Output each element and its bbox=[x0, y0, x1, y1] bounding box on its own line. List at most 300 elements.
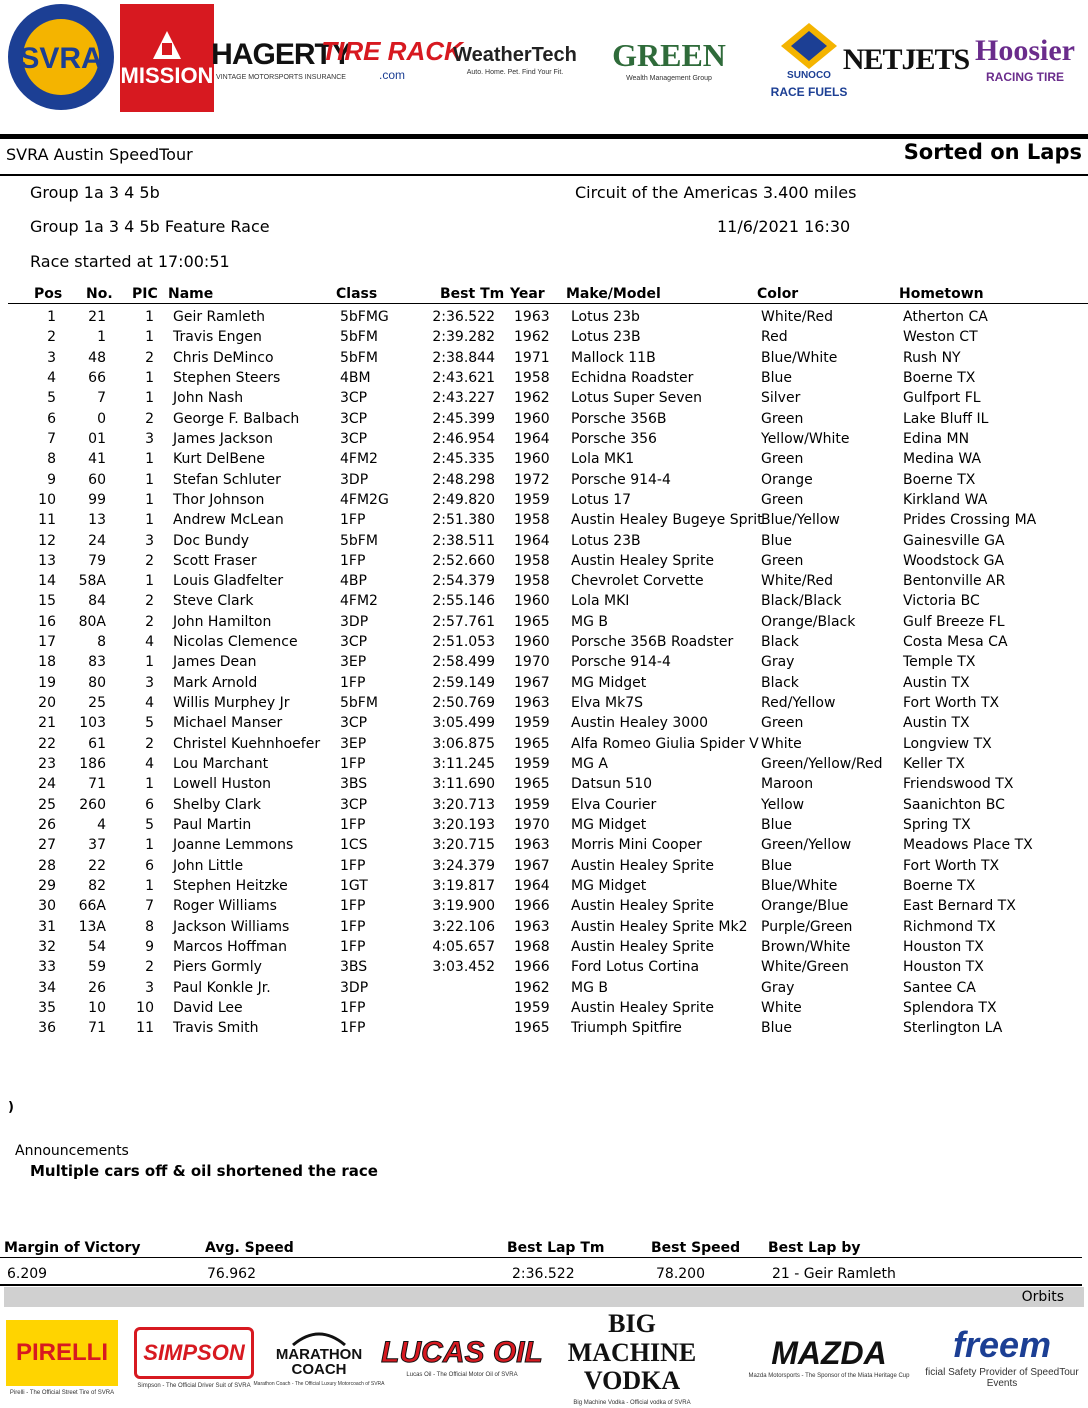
table-row bbox=[0, 1020, 1088, 1040]
cell-pos: 24 bbox=[38, 776, 56, 793]
cell-best: 3:22.106 bbox=[432, 918, 495, 935]
orbits-credit: Orbits bbox=[1021, 1289, 1064, 1305]
cell-year: 1966 bbox=[514, 898, 550, 915]
cell-no: 260 bbox=[79, 796, 106, 813]
table-row bbox=[0, 980, 1088, 1000]
cell-best: 2:54.379 bbox=[432, 573, 495, 590]
cell-best: 2:55.146 bbox=[432, 593, 495, 610]
cell-name: Geir Ramleth bbox=[173, 309, 266, 325]
cell-name: Michael Manser bbox=[173, 715, 283, 732]
cell-make: MG B bbox=[571, 613, 608, 630]
cell-name: Stephen Heitzke bbox=[173, 877, 288, 894]
cell-color: Green/Yellow bbox=[761, 837, 852, 854]
col-header-color: Color bbox=[757, 286, 799, 302]
cell-class: 5bFM bbox=[340, 349, 378, 366]
sponsor-logo-lucasoil bbox=[381, 1312, 543, 1404]
cell-name: Thor Johnson bbox=[173, 491, 265, 508]
col-header-pos: Pos bbox=[34, 286, 63, 302]
cell-home: Houston TX bbox=[903, 938, 984, 955]
cell-home: Saanichton BC bbox=[903, 796, 1005, 813]
cell-home: Edina MN bbox=[903, 430, 970, 447]
cell-name: Piers Gormly bbox=[173, 959, 262, 976]
cell-class: 3CP bbox=[340, 430, 368, 447]
cell-make: Lola MK1 bbox=[571, 451, 635, 468]
table-row bbox=[0, 431, 1088, 451]
cell-year: 1958 bbox=[514, 512, 550, 529]
cell-home: Boerne TX bbox=[903, 877, 976, 894]
cell-no: 24 bbox=[88, 532, 106, 549]
cell-make: Datsun 510 bbox=[571, 776, 653, 793]
cell-no: 13 bbox=[88, 512, 106, 529]
cell-make: Alfa Romeo Giulia Spider V bbox=[571, 735, 759, 752]
summary-header-best-speed: Best Speed bbox=[651, 1240, 741, 1256]
cell-pic: 5 bbox=[145, 715, 154, 732]
sponsor-tagline: ficial Safety Provider of SpeedTour Events bbox=[925, 1367, 1079, 1389]
cell-color: White/Green bbox=[761, 959, 849, 976]
cell-no: 8 bbox=[97, 634, 106, 651]
col-header-best: Best Tm bbox=[440, 286, 505, 302]
cell-no: 66 bbox=[88, 369, 106, 386]
cell-make: Lotus 23b bbox=[571, 309, 640, 325]
cell-name: Lou Marchant bbox=[173, 756, 269, 773]
cell-no: 58A bbox=[78, 573, 106, 590]
cell-no: 4 bbox=[97, 817, 106, 833]
cell-pic: 3 bbox=[145, 430, 154, 447]
cell-class: 1FP bbox=[340, 674, 366, 691]
cell-name: Travis Smith bbox=[173, 1020, 259, 1037]
cell-name: Chris DeMinco bbox=[173, 349, 274, 366]
cell-best: 2:43.227 bbox=[432, 390, 495, 407]
table-row bbox=[0, 654, 1088, 674]
cell-pic: 5 bbox=[145, 817, 154, 833]
cell-color: Green bbox=[761, 715, 804, 732]
cell-home: Sterlington LA bbox=[903, 1020, 1003, 1037]
sponsor-logo-bigmachine bbox=[542, 1310, 722, 1406]
table-row bbox=[0, 797, 1088, 817]
cell-color: Green bbox=[761, 410, 804, 427]
cell-color: Gray bbox=[761, 654, 795, 671]
sponsor-logo-netjets bbox=[842, 8, 970, 112]
sponsor-name: BIG MACHINE VODKA bbox=[567, 1309, 697, 1396]
cell-class: 5bFM bbox=[340, 695, 378, 712]
cell-pic: 1 bbox=[145, 877, 154, 894]
cell-pos: 34 bbox=[38, 979, 56, 996]
sponsor-tagline: VINTAGE MOTORSPORTS INSURANCE bbox=[216, 73, 346, 81]
cell-pic: 1 bbox=[145, 654, 154, 671]
sponsor-logo-green bbox=[594, 8, 744, 112]
cell-home: Richmond TX bbox=[903, 918, 996, 935]
cell-pic: 7 bbox=[145, 898, 154, 915]
cell-color: Blue/White bbox=[761, 877, 838, 894]
cell-class: 4FM2 bbox=[340, 451, 378, 468]
cell-home: Bentonville AR bbox=[903, 573, 1006, 590]
cell-name: Paul Konkle Jr. bbox=[173, 979, 271, 996]
cell-class: 1FP bbox=[340, 938, 366, 955]
cell-pos: 35 bbox=[38, 999, 56, 1016]
cell-year: 1964 bbox=[514, 430, 550, 447]
summary-header-margin: Margin of Victory bbox=[4, 1240, 141, 1256]
cell-make: Austin Healey Sprite bbox=[571, 999, 714, 1016]
table-row bbox=[0, 309, 1088, 329]
cell-color: White bbox=[761, 999, 802, 1016]
sponsor-logo-marathon bbox=[254, 1312, 384, 1404]
table-row bbox=[0, 1000, 1088, 1020]
table-row bbox=[0, 614, 1088, 634]
summary-rule-bottom bbox=[0, 1284, 1082, 1286]
cell-name: John Nash bbox=[173, 390, 244, 407]
sponsor-logo-sunoco bbox=[770, 8, 848, 112]
sponsor-name: HAGERTY bbox=[211, 37, 351, 71]
table-row bbox=[0, 329, 1088, 349]
cell-pos: 36 bbox=[38, 1020, 56, 1037]
col-header-class: Class bbox=[336, 286, 378, 302]
cell-year: 1964 bbox=[514, 532, 550, 549]
cell-name: Doc Bundy bbox=[173, 532, 250, 549]
cell-pos: 6 bbox=[47, 410, 56, 427]
sponsor-logo-svra bbox=[6, 2, 116, 112]
cell-name: Marcos Hoffman bbox=[173, 938, 287, 955]
cell-year: 1972 bbox=[514, 471, 550, 488]
cell-make: Porsche 914-4 bbox=[571, 471, 671, 488]
cell-year: 1971 bbox=[514, 349, 550, 366]
table-row bbox=[0, 573, 1088, 593]
cell-home: Gulfport FL bbox=[903, 390, 981, 407]
sponsor-banner-bottom bbox=[0, 1308, 1088, 1408]
cell-year: 1964 bbox=[514, 877, 550, 894]
cell-best: 2:57.761 bbox=[432, 613, 495, 630]
cell-class: 3CP bbox=[340, 715, 368, 732]
cell-year: 1959 bbox=[514, 796, 550, 813]
cell-year: 1959 bbox=[514, 756, 550, 773]
cell-no: 21 bbox=[88, 309, 106, 325]
cell-class: 1FP bbox=[340, 817, 366, 833]
cell-class: 3CP bbox=[340, 796, 368, 813]
cell-no: 84 bbox=[88, 593, 106, 610]
cell-best: 2:50.769 bbox=[432, 695, 495, 712]
cell-class: 4BM bbox=[340, 369, 371, 386]
cell-color: Green/Yellow/Red bbox=[761, 756, 883, 773]
cell-color: Purple/Green bbox=[761, 918, 853, 935]
cell-no: 99 bbox=[88, 491, 106, 508]
footer-bar bbox=[4, 1287, 1084, 1307]
cell-pos: 29 bbox=[38, 877, 56, 894]
cell-year: 1959 bbox=[514, 999, 550, 1016]
cell-best: 2:51.380 bbox=[432, 512, 495, 529]
cell-class: 5bFMG bbox=[340, 309, 389, 325]
cell-best: 3:11.245 bbox=[432, 756, 495, 773]
cell-color: Green bbox=[761, 451, 804, 468]
cell-best: 4:05.657 bbox=[432, 938, 495, 955]
cell-no: 59 bbox=[88, 959, 106, 976]
cell-class: 4BP bbox=[340, 573, 367, 590]
cell-pos: 10 bbox=[38, 491, 56, 508]
cell-make: Echidna Roadster bbox=[571, 369, 694, 386]
cell-no: 103 bbox=[79, 715, 106, 732]
cell-class: 3BS bbox=[340, 959, 368, 976]
cell-make: Ford Lotus Cortina bbox=[571, 959, 700, 976]
header-rule bbox=[0, 134, 1088, 139]
cell-pic: 11 bbox=[136, 1020, 154, 1037]
cell-no: 186 bbox=[79, 756, 106, 773]
cell-make: Austin Healey Bugeye Sprit bbox=[571, 512, 763, 529]
cell-make: Porsche 356B Roadster bbox=[571, 634, 734, 651]
marathon-arch-icon bbox=[289, 1329, 349, 1347]
table-row bbox=[0, 898, 1088, 918]
summary-header-best-lap: Best Lap Tm bbox=[507, 1240, 605, 1256]
cell-color: Brown/White bbox=[761, 938, 851, 955]
cell-pic: 10 bbox=[136, 999, 154, 1016]
cell-class: 1FP bbox=[340, 756, 366, 773]
cell-name: Kurt DelBene bbox=[173, 451, 266, 468]
sponsor-name: TIRE RACK bbox=[321, 36, 463, 66]
cell-pic: 1 bbox=[145, 309, 154, 325]
cell-year: 1963 bbox=[514, 309, 550, 325]
cell-year: 1963 bbox=[514, 918, 550, 935]
cell-home: Medina WA bbox=[903, 451, 982, 468]
cell-make: Austin Healey Sprite Mk2 bbox=[571, 918, 748, 935]
cell-no: 80 bbox=[88, 674, 106, 691]
cell-name: Roger Williams bbox=[173, 898, 277, 915]
svra-mark: SVRA bbox=[19, 42, 103, 75]
cell-make: Austin Healey Sprite bbox=[571, 552, 714, 569]
sponsor-name: LUCAS OIL bbox=[381, 1336, 543, 1369]
sponsor-name: WeatherTech bbox=[453, 43, 577, 66]
col-header-name: Name bbox=[168, 286, 214, 302]
sponsor-tagline: Auto. Home. Pet. Find Your Fit. bbox=[466, 68, 564, 76]
cell-no: 82 bbox=[88, 877, 106, 894]
sponsor-name: MISSION bbox=[120, 63, 214, 88]
cell-name: Nicolas Clemence bbox=[173, 634, 298, 651]
summary-header-avg: Avg. Speed bbox=[205, 1240, 294, 1256]
cell-name: David Lee bbox=[173, 999, 243, 1016]
sponsor-tagline: RACE FUELS bbox=[770, 85, 848, 99]
table-row bbox=[0, 858, 1088, 878]
cell-color: Orange/Black bbox=[761, 613, 856, 630]
cell-name: Jackson Williams bbox=[173, 918, 290, 935]
cell-pos: 28 bbox=[38, 857, 56, 874]
cell-class: 3DP bbox=[340, 471, 369, 488]
cell-home: Atherton CA bbox=[903, 309, 988, 325]
cell-best: 2:46.954 bbox=[432, 430, 495, 447]
cell-class: 4FM2 bbox=[340, 593, 378, 610]
cell-pic: 2 bbox=[145, 593, 154, 610]
cell-best: 2:38.511 bbox=[432, 532, 495, 549]
summary-margin-value: 6.209 bbox=[7, 1266, 48, 1282]
mission-bell-icon bbox=[147, 29, 187, 65]
cell-color: Silver bbox=[761, 390, 801, 407]
cell-pos: 1 bbox=[47, 309, 56, 325]
cell-no: 25 bbox=[88, 695, 106, 712]
cell-class: 1FP bbox=[340, 512, 366, 529]
cell-name: Willis Murphey Jr bbox=[173, 695, 290, 712]
summary-best-lap-value: 2:36.522 bbox=[512, 1266, 575, 1282]
sponsor-name: MARATHON COACH bbox=[275, 1346, 363, 1378]
cell-pic: 1 bbox=[145, 837, 154, 854]
cell-no: 48 bbox=[88, 349, 106, 366]
sponsor-tagline: Simpson - The Official Driver Suit of SVRA bbox=[137, 1383, 251, 1389]
sponsor-name: GREEN bbox=[612, 36, 726, 73]
sponsor-logo-simpson bbox=[137, 1312, 251, 1404]
cell-home: Gulf Breeze FL bbox=[903, 613, 1005, 630]
cell-name: John Hamilton bbox=[173, 613, 272, 630]
cell-pos: 30 bbox=[38, 898, 56, 915]
cell-home: East Bernard TX bbox=[903, 898, 1016, 915]
cell-pic: 1 bbox=[145, 776, 154, 793]
cell-home: Splendora TX bbox=[903, 999, 997, 1016]
cell-best: 2:45.399 bbox=[432, 410, 495, 427]
cell-make: Lotus 17 bbox=[571, 491, 632, 508]
sponsor-logo-hoosier bbox=[966, 8, 1084, 112]
cell-year: 1963 bbox=[514, 695, 550, 712]
cell-pos: 31 bbox=[38, 918, 56, 935]
table-row bbox=[0, 350, 1088, 370]
cell-home: Lake Bluff IL bbox=[903, 410, 989, 427]
cell-name: Shelby Clark bbox=[173, 796, 261, 813]
cell-pic: 4 bbox=[145, 634, 154, 651]
cell-year: 1959 bbox=[514, 715, 550, 732]
col-header-year: Year bbox=[510, 286, 545, 302]
cell-make: Elva Courier bbox=[571, 796, 657, 813]
table-row bbox=[0, 939, 1088, 959]
cell-pic: 6 bbox=[145, 857, 154, 874]
cell-year: 1968 bbox=[514, 938, 550, 955]
cell-name: Stefan Schluter bbox=[173, 471, 281, 488]
cell-pos: 16 bbox=[38, 613, 56, 630]
cell-color: Green bbox=[761, 552, 804, 569]
sponsor-logo-weathertech bbox=[450, 8, 580, 112]
cell-pos: 20 bbox=[38, 695, 56, 712]
cell-color: Blue/Yellow bbox=[761, 512, 840, 529]
cell-class: 3DP bbox=[340, 979, 369, 996]
cell-pic: 1 bbox=[145, 390, 154, 407]
cell-pic: 6 bbox=[145, 796, 154, 813]
cell-color: Blue bbox=[761, 532, 792, 549]
cell-pos: 14 bbox=[38, 573, 56, 590]
header-rule-thin bbox=[0, 174, 1088, 176]
cell-pos: 26 bbox=[38, 817, 56, 833]
sponsor-logo-mazda bbox=[744, 1312, 914, 1404]
sponsor-name: SUNOCO bbox=[787, 70, 831, 81]
cell-pos: 22 bbox=[38, 735, 56, 752]
cell-class: 3CP bbox=[340, 390, 368, 407]
cell-color: Yellow/White bbox=[761, 430, 850, 447]
cell-home: Keller TX bbox=[903, 756, 965, 773]
cell-no: 22 bbox=[88, 857, 106, 874]
cell-class: 3BS bbox=[340, 776, 368, 793]
table-row bbox=[0, 878, 1088, 898]
cell-name: Steve Clark bbox=[173, 593, 254, 610]
cell-best: 2:52.660 bbox=[432, 552, 495, 569]
table-row bbox=[0, 411, 1088, 431]
cell-pic: 2 bbox=[145, 735, 154, 752]
cell-year: 1960 bbox=[514, 451, 550, 468]
cell-best: 2:51.053 bbox=[432, 634, 495, 651]
cell-home: Prides Crossing MA bbox=[903, 512, 1037, 529]
cell-color: Black bbox=[761, 674, 799, 691]
cell-best: 3:19.900 bbox=[432, 898, 495, 915]
cell-no: 13A bbox=[78, 918, 106, 935]
cell-color: Blue bbox=[761, 857, 792, 874]
cell-year: 1959 bbox=[514, 491, 550, 508]
summary-avg-value: 76.962 bbox=[207, 1266, 256, 1282]
session-datetime: 11/6/2021 16:30 bbox=[717, 217, 851, 236]
cell-color: White bbox=[761, 735, 802, 752]
group-label: Group 1a 3 4 5b bbox=[30, 183, 160, 202]
cell-pic: 4 bbox=[145, 756, 154, 773]
cell-color: Black bbox=[761, 634, 799, 651]
cell-class: 1GT bbox=[340, 877, 368, 894]
cell-pic: 1 bbox=[145, 491, 154, 508]
cell-no: 1 bbox=[97, 329, 106, 346]
cell-home: Houston TX bbox=[903, 959, 984, 976]
cell-pic: 3 bbox=[145, 532, 154, 549]
sponsor-banner-top bbox=[0, 0, 1088, 130]
cell-pos: 7 bbox=[47, 430, 56, 447]
table-row bbox=[0, 634, 1088, 654]
table-header-rule bbox=[8, 303, 1088, 304]
cell-best: 2:59.149 bbox=[432, 674, 495, 691]
cell-pic: 1 bbox=[145, 573, 154, 590]
sponsor-name: SIMPSON bbox=[143, 1340, 245, 1365]
cell-no: 61 bbox=[88, 735, 106, 752]
cell-pic: 9 bbox=[145, 938, 154, 955]
table-row bbox=[0, 533, 1088, 553]
cell-pic: 3 bbox=[145, 674, 154, 691]
cell-home: Woodstock GA bbox=[903, 552, 1005, 569]
cell-home: Santee CA bbox=[903, 979, 976, 996]
cell-name: Andrew McLean bbox=[173, 512, 284, 529]
cell-best: 2:58.499 bbox=[432, 654, 495, 671]
cell-no: 66A bbox=[78, 898, 106, 915]
sponsor-logo-pirelli bbox=[4, 1312, 120, 1404]
table-row bbox=[0, 675, 1088, 695]
cell-class: 1FP bbox=[340, 857, 366, 874]
cell-no: 79 bbox=[88, 552, 106, 569]
cell-name: James Jackson bbox=[173, 430, 273, 447]
cell-no: 83 bbox=[88, 654, 106, 671]
cell-no: 0 bbox=[97, 410, 106, 427]
cell-best: 2:45.335 bbox=[432, 451, 495, 468]
svra-emblem-icon bbox=[6, 2, 116, 112]
cell-make: Lotus 23B bbox=[571, 532, 641, 549]
cell-make: Austin Healey 3000 bbox=[571, 715, 709, 732]
cell-pic: 2 bbox=[145, 410, 154, 427]
cell-no: 37 bbox=[88, 837, 106, 854]
cell-pos: 8 bbox=[47, 451, 56, 468]
cell-make: MG B bbox=[571, 979, 608, 996]
cell-pos: 12 bbox=[38, 532, 56, 549]
cell-home: Meadows Place TX bbox=[903, 837, 1033, 854]
cell-year: 1970 bbox=[514, 654, 550, 671]
cell-year: 1962 bbox=[514, 329, 550, 346]
cell-name: Louis Gladfelter bbox=[173, 573, 284, 590]
sponsor-tagline: Mazda Motorsports - The Sponsor of the Miata Heritage Cup bbox=[748, 1373, 910, 1379]
cell-pos: 21 bbox=[38, 715, 56, 732]
cell-color: Black/Black bbox=[761, 593, 842, 610]
cell-pos: 33 bbox=[38, 959, 56, 976]
summary-rule bbox=[0, 1257, 1082, 1258]
cell-make: Lotus Super Seven bbox=[571, 390, 702, 407]
cell-make: Mallock 11B bbox=[571, 349, 656, 366]
cell-pic: 2 bbox=[145, 613, 154, 630]
cell-pos: 5 bbox=[47, 390, 56, 407]
table-row bbox=[0, 959, 1088, 979]
table-row bbox=[0, 472, 1088, 492]
cell-pic: 2 bbox=[145, 349, 154, 366]
cell-name: Mark Arnold bbox=[173, 674, 258, 691]
cell-make: Austin Healey Sprite bbox=[571, 857, 714, 874]
cell-pic: 1 bbox=[145, 329, 154, 346]
